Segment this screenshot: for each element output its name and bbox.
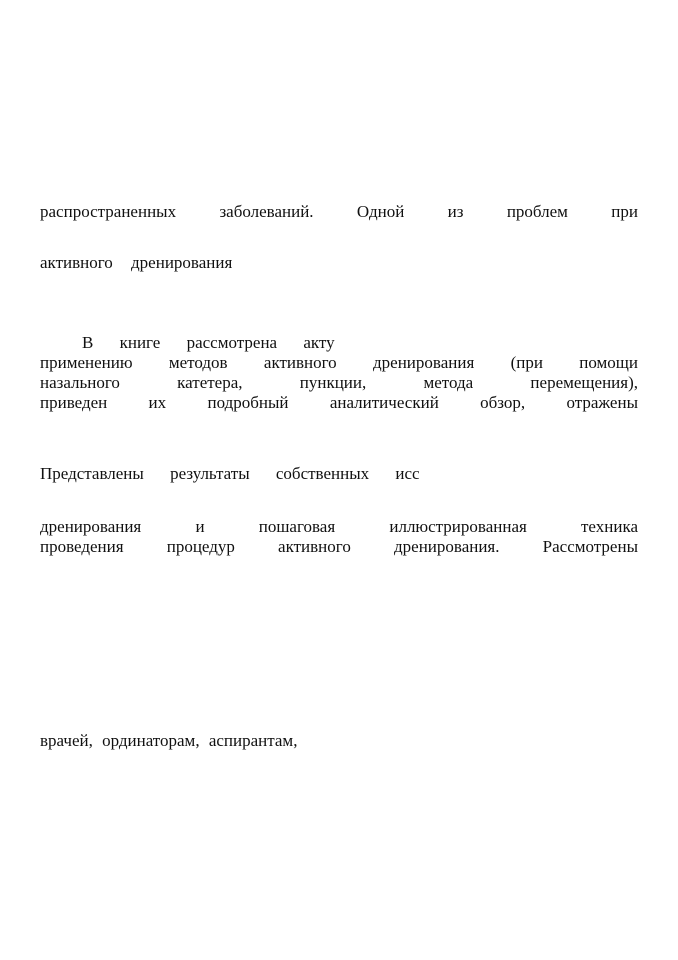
text-line-3: В книге рассмотрена акту bbox=[82, 333, 335, 352]
text-line-10: врачей, ординаторам, аспирантам, bbox=[40, 731, 298, 750]
text-line-1: распространенных заболеваний. Одной из проблем при bbox=[40, 202, 638, 221]
text-line-7: Представлены результаты собственных исс bbox=[40, 464, 420, 483]
text-line-4: применению методов активного дренирования (при помощи bbox=[40, 353, 638, 372]
text-line-2: активного дренирования bbox=[40, 253, 233, 272]
text-line-5: назального катетера, пункции, метода перемещения), bbox=[40, 373, 638, 392]
text-line-6: приведен их подробный аналитический обзор, отражены bbox=[40, 393, 638, 412]
text-line-8: дренирования и пошаговая иллюстрированная техника bbox=[40, 517, 638, 536]
text-line-9: проведения процедур активного дренирования. Рассмотрены bbox=[40, 537, 638, 556]
